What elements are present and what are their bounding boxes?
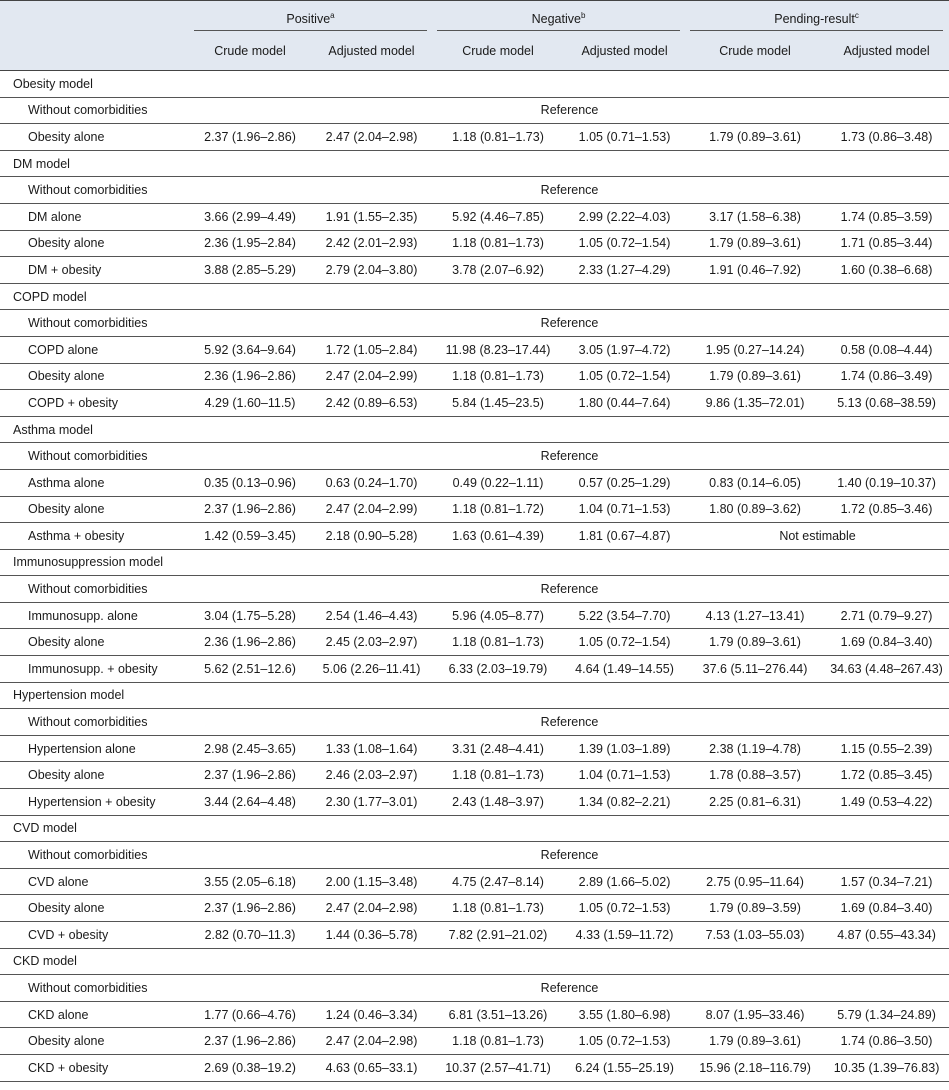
value-cell: 2.46 (2.03–2.97) [310, 762, 433, 789]
value-cell: 10.37 (2.57–41.71) [433, 1054, 563, 1081]
row-label: Without comorbidities [0, 443, 190, 470]
value-cell: 2.42 (2.01–2.93) [310, 230, 433, 257]
value-cell: 5.96 (4.05–8.77) [433, 602, 563, 629]
table-row [0, 602, 949, 629]
value-cell: 1.69 (0.84–3.40) [824, 895, 949, 922]
table-row [0, 656, 949, 683]
value-cell: 1.60 (0.38–6.68) [824, 257, 949, 284]
value-cell: 4.87 (0.55–43.34) [824, 922, 949, 949]
model-title: Hypertension model [0, 682, 949, 709]
value-cell: 2.47 (2.04–2.99) [310, 363, 433, 390]
model-title: Obesity model [0, 71, 949, 98]
value-cell: 1.57 (0.34–7.21) [824, 868, 949, 895]
model-title: Asthma model [0, 416, 949, 443]
value-cell: 5.84 (1.45–23.5) [433, 390, 563, 417]
value-cell: 2.18 (0.90–5.28) [310, 523, 433, 550]
value-cell: 4.75 (2.47–8.14) [433, 868, 563, 895]
value-cell: 2.54 (1.46–4.43) [310, 602, 433, 629]
value-cell: 3.04 (1.75–5.28) [190, 602, 310, 629]
value-cell: 1.18 (0.81–1.73) [433, 1028, 563, 1055]
model-header-row [0, 150, 949, 177]
value-cell: 2.98 (2.45–3.65) [190, 735, 310, 762]
row-label: Without comorbidities [0, 709, 190, 736]
table-row [0, 97, 949, 124]
value-cell: 0.57 (0.25–1.29) [563, 469, 686, 496]
row-label: Asthma alone [0, 469, 190, 496]
value-cell: 4.13 (1.27–13.41) [686, 602, 824, 629]
value-cell: 1.05 (0.72–1.54) [563, 629, 686, 656]
value-cell: 4.63 (0.65–33.1) [310, 1054, 433, 1081]
value-cell: 4.33 (1.59–11.72) [563, 922, 686, 949]
value-cell: 5.92 (3.64–9.64) [190, 336, 310, 363]
value-cell: 2.42 (0.89–6.53) [310, 390, 433, 417]
value-cell: 2.38 (1.19–4.78) [686, 735, 824, 762]
value-cell: 0.49 (0.22–1.11) [433, 469, 563, 496]
value-cell: 1.18 (0.81–1.73) [433, 895, 563, 922]
value-cell: 15.96 (2.18–116.79) [686, 1054, 824, 1081]
table-row [0, 789, 949, 816]
table-row [0, 523, 949, 550]
table-row [0, 1001, 949, 1028]
value-cell: 0.63 (0.24–1.70) [310, 469, 433, 496]
row-label: Without comorbidities [0, 310, 190, 337]
table-row [0, 735, 949, 762]
value-cell: 1.05 (0.71–1.53) [563, 124, 686, 151]
value-cell: 1.81 (0.67–4.87) [563, 523, 686, 550]
value-cell: 3.88 (2.85–5.29) [190, 257, 310, 284]
value-cell: 5.06 (2.26–11.41) [310, 656, 433, 683]
row-label: Obesity alone [0, 629, 190, 656]
group-footnote: a [330, 10, 335, 20]
value-cell: 2.79 (2.04–3.80) [310, 257, 433, 284]
value-cell: 1.63 (0.61–4.39) [433, 523, 563, 550]
value-cell: 1.42 (0.59–3.45) [190, 523, 310, 550]
group-footnote: c [854, 10, 859, 20]
value-cell: 10.35 (1.39–76.83) [824, 1054, 949, 1081]
value-cell: 3.78 (2.07–6.92) [433, 257, 563, 284]
value-cell: 1.91 (1.55–2.35) [310, 203, 433, 230]
table-row [0, 868, 949, 895]
value-cell: 1.74 (0.86–3.49) [824, 363, 949, 390]
row-label: Asthma + obesity [0, 523, 190, 550]
row-label: Without comorbidities [0, 975, 190, 1002]
value-cell: 2.36 (1.96–2.86) [190, 363, 310, 390]
value-cell: 1.95 (0.27–14.24) [686, 336, 824, 363]
model-header-row [0, 549, 949, 576]
value-cell: 2.37 (1.96–2.86) [190, 496, 310, 523]
header-sub: Crude model [686, 31, 824, 71]
value-cell: 0.58 (0.08–4.44) [824, 336, 949, 363]
table-row [0, 629, 949, 656]
row-label: CKD alone [0, 1001, 190, 1028]
value-cell: 1.79 (0.89–3.61) [686, 230, 824, 257]
value-cell: 1.05 (0.72–1.54) [563, 230, 686, 257]
value-cell: 2.69 (0.38–19.2) [190, 1054, 310, 1081]
value-cell: 37.6 (5.11–276.44) [686, 656, 824, 683]
value-cell: 1.74 (0.86–3.50) [824, 1028, 949, 1055]
table-header [0, 1, 949, 71]
table-row [0, 257, 949, 284]
group-label: Negative [531, 12, 581, 26]
value-cell: 1.79 (0.89–3.59) [686, 895, 824, 922]
value-cell: 2.37 (1.96–2.86) [190, 895, 310, 922]
reference-cell: Reference [190, 576, 949, 603]
table-row [0, 390, 949, 417]
row-label: Without comorbidities [0, 842, 190, 869]
table-row [0, 496, 949, 523]
value-cell: 1.18 (0.81–1.73) [433, 230, 563, 257]
row-label: DM alone [0, 203, 190, 230]
not-estimable-cell: Not estimable [686, 523, 949, 550]
row-label: DM + obesity [0, 257, 190, 284]
value-cell: 1.05 (0.72–1.53) [563, 895, 686, 922]
table-row [0, 469, 949, 496]
value-cell: 2.71 (0.79–9.27) [824, 602, 949, 629]
value-cell: 1.24 (0.46–3.34) [310, 1001, 433, 1028]
row-label: Immunosupp. alone [0, 602, 190, 629]
header-blank [0, 1, 190, 32]
model-title: Immunosuppression model [0, 549, 949, 576]
row-label: Obesity alone [0, 496, 190, 523]
row-label: CVD + obesity [0, 922, 190, 949]
value-cell: 1.80 (0.44–7.64) [563, 390, 686, 417]
value-cell: 1.18 (0.81–1.73) [433, 363, 563, 390]
value-cell: 1.18 (0.81–1.73) [433, 124, 563, 151]
reference-cell: Reference [190, 443, 949, 470]
value-cell: 3.44 (2.64–4.48) [190, 789, 310, 816]
table-row [0, 895, 949, 922]
value-cell: 1.79 (0.89–3.61) [686, 363, 824, 390]
value-cell: 1.69 (0.84–3.40) [824, 629, 949, 656]
model-header-row [0, 283, 949, 310]
reference-cell: Reference [190, 97, 949, 124]
value-cell: 2.99 (2.22–4.03) [563, 203, 686, 230]
header-group-pending [686, 1, 949, 32]
value-cell: 1.77 (0.66–4.76) [190, 1001, 310, 1028]
value-cell: 3.55 (1.80–6.98) [563, 1001, 686, 1028]
value-cell: 2.45 (2.03–2.97) [310, 629, 433, 656]
value-cell: 1.39 (1.03–1.89) [563, 735, 686, 762]
value-cell: 4.64 (1.49–14.55) [563, 656, 686, 683]
value-cell: 1.80 (0.89–3.62) [686, 496, 824, 523]
row-label: Obesity alone [0, 895, 190, 922]
value-cell: 5.79 (1.34–24.89) [824, 1001, 949, 1028]
value-cell: 2.47 (2.04–2.98) [310, 124, 433, 151]
table-row [0, 230, 949, 257]
table-row [0, 203, 949, 230]
reference-cell: Reference [190, 709, 949, 736]
value-cell: 1.05 (0.72–1.54) [563, 363, 686, 390]
value-cell: 1.04 (0.71–1.53) [563, 762, 686, 789]
model-header-row [0, 815, 949, 842]
header-sub: Crude model [433, 31, 563, 71]
value-cell: 3.66 (2.99–4.49) [190, 203, 310, 230]
value-cell: 1.79 (0.89–3.61) [686, 124, 824, 151]
value-cell: 1.73 (0.86–3.48) [824, 124, 949, 151]
table-row [0, 709, 949, 736]
value-cell: 3.05 (1.97–4.72) [563, 336, 686, 363]
value-cell: 6.81 (3.51–13.26) [433, 1001, 563, 1028]
value-cell: 6.24 (1.55–25.19) [563, 1054, 686, 1081]
value-cell: 5.62 (2.51–12.6) [190, 656, 310, 683]
value-cell: 2.36 (1.96–2.86) [190, 629, 310, 656]
value-cell: 3.31 (2.48–4.41) [433, 735, 563, 762]
value-cell: 7.53 (1.03–55.03) [686, 922, 824, 949]
value-cell: 1.78 (0.88–3.57) [686, 762, 824, 789]
model-header-row [0, 71, 949, 98]
row-label: COPD alone [0, 336, 190, 363]
table-row [0, 177, 949, 204]
value-cell: 2.47 (2.04–2.99) [310, 496, 433, 523]
row-label: Obesity alone [0, 762, 190, 789]
value-cell: 2.30 (1.77–3.01) [310, 789, 433, 816]
row-label: Obesity alone [0, 230, 190, 257]
row-label: Hypertension alone [0, 735, 190, 762]
value-cell: 4.29 (1.60–11.5) [190, 390, 310, 417]
value-cell: 2.47 (2.04–2.98) [310, 1028, 433, 1055]
value-cell: 2.89 (1.66–5.02) [563, 868, 686, 895]
row-label: Without comorbidities [0, 177, 190, 204]
row-label: Obesity alone [0, 363, 190, 390]
value-cell: 1.18 (0.81–1.73) [433, 762, 563, 789]
reference-cell: Reference [190, 975, 949, 1002]
model-header-row [0, 682, 949, 709]
value-cell: 1.44 (0.36–5.78) [310, 922, 433, 949]
model-title: COPD model [0, 283, 949, 310]
value-cell: 1.72 (1.05–2.84) [310, 336, 433, 363]
value-cell: 1.91 (0.46–7.92) [686, 257, 824, 284]
value-cell: 3.17 (1.58–6.38) [686, 203, 824, 230]
header-sub: Adjusted model [310, 31, 433, 71]
row-label: Immunosupp. + obesity [0, 656, 190, 683]
table-row [0, 975, 949, 1002]
header-blank [0, 31, 190, 71]
header-sub: Adjusted model [824, 31, 949, 71]
reference-cell: Reference [190, 842, 949, 869]
row-label: Obesity alone [0, 124, 190, 151]
value-cell: 34.63 (4.48–267.43) [824, 656, 949, 683]
value-cell: 9.86 (1.35–72.01) [686, 390, 824, 417]
header-group-negative [433, 1, 686, 32]
value-cell: 2.82 (0.70–11.3) [190, 922, 310, 949]
group-label: Positive [286, 12, 331, 26]
table-row [0, 443, 949, 470]
header-sub: Crude model [190, 31, 310, 71]
value-cell: 5.92 (4.46–7.85) [433, 203, 563, 230]
value-cell: 1.72 (0.85–3.45) [824, 762, 949, 789]
row-label: CKD + obesity [0, 1054, 190, 1081]
value-cell: 1.34 (0.82–2.21) [563, 789, 686, 816]
row-label: Hypertension + obesity [0, 789, 190, 816]
value-cell: 11.98 (8.23–17.44) [433, 336, 563, 363]
value-cell: 1.74 (0.85–3.59) [824, 203, 949, 230]
model-title: CVD model [0, 815, 949, 842]
value-cell: 1.18 (0.81–1.73) [433, 629, 563, 656]
value-cell: 0.83 (0.14–6.05) [686, 469, 824, 496]
table-row [0, 336, 949, 363]
table-row [0, 576, 949, 603]
value-cell: 1.33 (1.08–1.64) [310, 735, 433, 762]
table-row [0, 842, 949, 869]
value-cell: 5.22 (3.54–7.70) [563, 602, 686, 629]
table-body [0, 71, 949, 1082]
value-cell: 1.04 (0.71–1.53) [563, 496, 686, 523]
reference-cell: Reference [190, 177, 949, 204]
value-cell: 7.82 (2.91–21.02) [433, 922, 563, 949]
value-cell: 2.36 (1.95–2.84) [190, 230, 310, 257]
value-cell: 2.25 (0.81–6.31) [686, 789, 824, 816]
header-sub: Adjusted model [563, 31, 686, 71]
group-footnote: b [580, 10, 586, 20]
value-cell: 1.79 (0.89–3.61) [686, 1028, 824, 1055]
value-cell: 1.49 (0.53–4.22) [824, 789, 949, 816]
value-cell: 2.75 (0.95–11.64) [686, 868, 824, 895]
value-cell: 2.37 (1.96–2.86) [190, 1028, 310, 1055]
value-cell: 1.05 (0.72–1.53) [563, 1028, 686, 1055]
value-cell: 1.18 (0.81–1.72) [433, 496, 563, 523]
value-cell: 2.43 (1.48–3.97) [433, 789, 563, 816]
value-cell: 6.33 (2.03–19.79) [433, 656, 563, 683]
table-row [0, 1054, 949, 1081]
value-cell: 1.40 (0.19–10.37) [824, 469, 949, 496]
model-title: CKD model [0, 948, 949, 975]
value-cell: 1.71 (0.85–3.44) [824, 230, 949, 257]
model-title: DM model [0, 150, 949, 177]
value-cell: 2.33 (1.27–4.29) [563, 257, 686, 284]
value-cell: 8.07 (1.95–33.46) [686, 1001, 824, 1028]
value-cell: 1.15 (0.55–2.39) [824, 735, 949, 762]
model-header-row [0, 416, 949, 443]
table-row [0, 124, 949, 151]
value-cell: 1.72 (0.85–3.46) [824, 496, 949, 523]
table-row [0, 363, 949, 390]
value-cell: 2.37 (1.96–2.86) [190, 762, 310, 789]
header-group-positive [190, 1, 433, 32]
reference-cell: Reference [190, 310, 949, 337]
table-row [0, 1028, 949, 1055]
value-cell: 2.47 (2.04–2.98) [310, 895, 433, 922]
table-row [0, 310, 949, 337]
row-label: Without comorbidities [0, 576, 190, 603]
row-label: Without comorbidities [0, 97, 190, 124]
value-cell: 2.37 (1.96–2.86) [190, 124, 310, 151]
value-cell: 3.55 (2.05–6.18) [190, 868, 310, 895]
table-row [0, 922, 949, 949]
value-cell: 1.79 (0.89–3.61) [686, 629, 824, 656]
value-cell: 0.35 (0.13–0.96) [190, 469, 310, 496]
row-label: Obesity alone [0, 1028, 190, 1055]
model-header-row [0, 948, 949, 975]
row-label: COPD + obesity [0, 390, 190, 417]
row-label: CVD alone [0, 868, 190, 895]
value-cell: 5.13 (0.68–38.59) [824, 390, 949, 417]
group-label: Pending-result [774, 12, 855, 26]
table-row [0, 762, 949, 789]
value-cell: 2.00 (1.15–3.48) [310, 868, 433, 895]
